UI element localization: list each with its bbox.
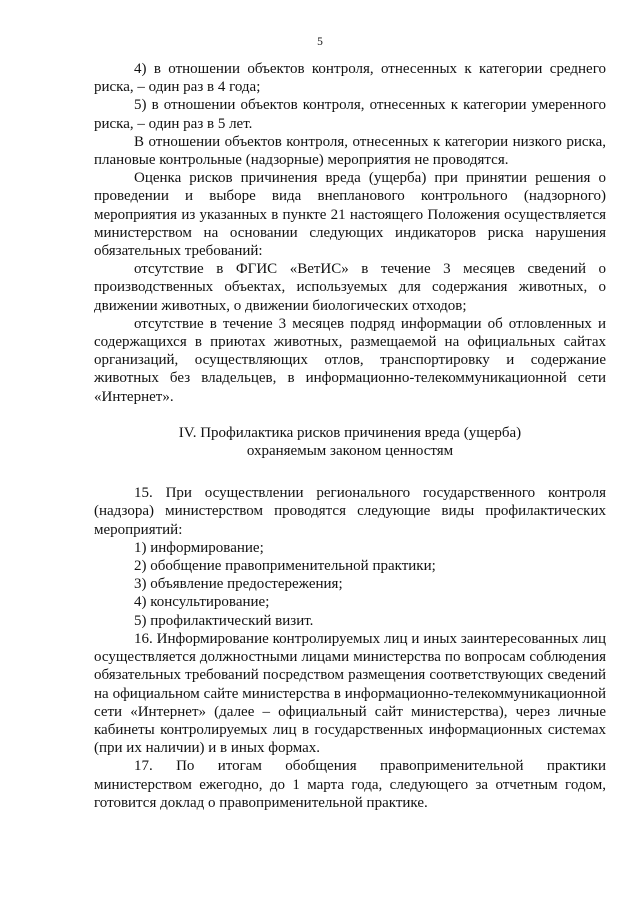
paragraph-risk-moderate: 5) в отношении объектов контроля, отнесенных к категории умеренного риска, – один раз в 5 лет. [94,97,606,132]
paragraph-indicator-vetis: отсутствие в ФГИС «ВетИС» в течение 3 месяцев сведений о производственных объектах, используемых для содержания животных, о движении животных, о движении биологических отходов; [94,261,606,314]
list-item: 4) консультирование; [134,594,270,611]
list-item: 1) информирование; [134,539,264,556]
paragraph-15: 15. При осуществлении регионального государственного контроля (надзора) министерством проводятся следующие виды профилактических мероприятий: [94,485,606,538]
spacer [94,406,606,424]
page-number: 5 [317,36,323,48]
section-heading-line-2: охраняемым законом ценностям [246,443,454,460]
paragraph-indicator-shelters: отсутствие в течение 3 месяцев подряд информации об отловленных и содержащихся в приютах животных, размещаемой на официальных сайтах организаций, осуществляющих отлов, транспортировку и содержание животных без владельцев, в информационно-телекоммуникационной сети «Интернет». [94,315,606,405]
paragraph-risk-medium: 4) в отношении объектов контроля, отнесенных к категории среднего риска, – один раз в 4 года; [94,61,606,96]
paragraph-risk-assessment: Оценка рисков причинения вреда (ущерба) при принятии решения о проведении и выборе вида внепланового контрольного (надзорного) мероприятия из указанных в пункте 21 настоящего Положения осуществляется министерством на основании следующих индикаторов риска нарушения обязательных требований: [94,170,606,260]
section-heading [94,424,606,460]
section-heading-line-1: IV. Профилактика рисков причинения вреда (ущерба) [178,424,522,441]
document-body [94,60,606,812]
paragraph-risk-low: В отношении объектов контроля, отнесенных к категории низкого риска, плановые контрольные (надзорные) мероприятия не проводятся. [94,133,606,169]
paragraph-16: 16. Информирование контролируемых лиц и иных заинтересованных лиц осуществляется должностными лицами министерства по вопросам соблюдения обязательных требований посредством размещения соответствующих сведений на официальном сайте министерства в информационно-телекоммуникационной сети «Интернет» (далее – официальный сайт министерства), через личные кабинеты контролируемых лиц в государственных информационных системах (при их наличии) и в иных формах. [94,630,606,757]
list-item: 3) объявление предостережения; [134,576,343,593]
list-item: 2) обобщение правоприменительной практики; [134,558,436,575]
paragraph-17: 17. По итогам обобщения правоприменительной практики министерством ежегодно, до 1 марта года, следующего за отчетным годом, готовится доклад о правоприменительной практике. [94,758,606,811]
list-item: 5) профилактический визит. [134,612,314,629]
spacer [94,460,606,484]
